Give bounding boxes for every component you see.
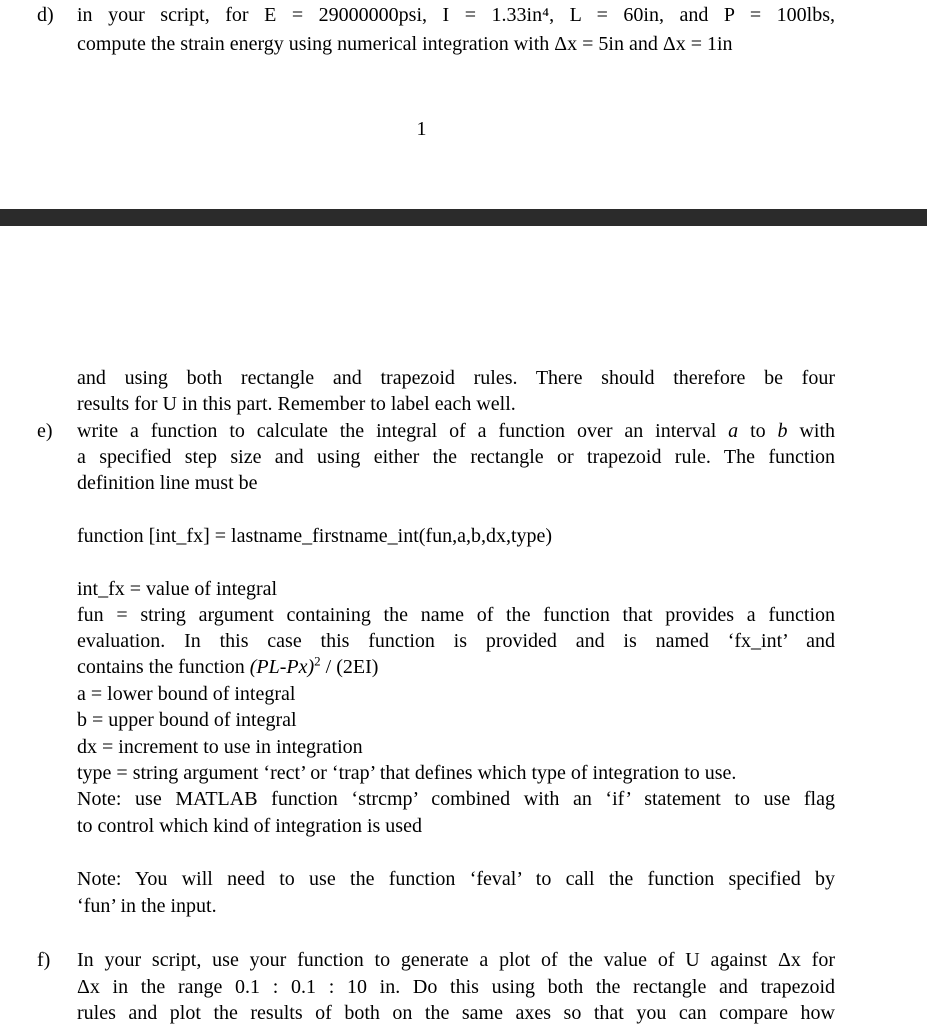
param-fun-line-3: contains the function $(PL-Px)^2 / (2EI)$ <box>77 653 379 678</box>
section-d-line-2: compute the strain energy using numerical integration with Δx = 5in and Δx = 1in <box>77 33 733 55</box>
section-f-marker: f) <box>37 949 51 971</box>
section-d-continued-line-1: and using both rectangle and trapezoid rules. There should therefore be four <box>77 367 835 389</box>
section-e-line-3: definition line must be <box>77 472 258 494</box>
page-divider <box>0 209 927 226</box>
section-f-line-1: In your script, use your function to generate a plot of the value of U against Δx for <box>77 949 835 971</box>
function-definition-line: function [int_fx] = lastname_firstname_int(fun,a,b,dx,type) <box>77 525 553 547</box>
note-feval-line-2: ‘fun’ in the input. <box>77 895 217 917</box>
section-e-line-2: a specified step size and using either the rectangle or trapezoid rule. The function <box>77 446 835 468</box>
note-strcmp-line-2: to control which kind of integration is used <box>77 815 422 837</box>
page-number: 1 <box>416 118 427 140</box>
section-f-line-2: Δx in the range 0.1 : 0.1 : 10 in. Do this using both the rectangle and trapezoid <box>77 976 835 998</box>
section-d-marker: d) <box>37 4 54 26</box>
param-dx: dx = increment to use in integration <box>77 736 363 758</box>
note-feval-line-1: Note: You will need to use the function ‘feval’ to call the function specified by <box>77 868 835 890</box>
section-e-marker: e) <box>37 420 53 442</box>
section-d-line-1: in your script, for E = 29000000psi, I = 1.33in⁴, L = 60in, and P = 100lbs, <box>77 4 835 26</box>
section-d-continued-line-2: results for U in this part. Remember to label each well. <box>77 393 516 415</box>
param-fun-line-1: fun = string argument containing the name of the function that provides a function <box>77 604 835 626</box>
param-int-fx: int_fx = value of integral <box>77 578 278 600</box>
param-type: type = string argument ‘rect’ or ‘trap’ that defines which type of integration to use. <box>77 762 737 784</box>
section-e-line-1: write a function to calculate the integral of a function over an interval a to b with <box>77 420 836 442</box>
param-a: a = lower bound of integral <box>77 683 296 705</box>
param-b: b = upper bound of integral <box>77 709 297 731</box>
param-fun-line-2: evaluation. In this case this function is provided and is named ‘fx_int’ and <box>77 630 835 652</box>
section-f-line-3: rules and plot the results of both on the same axes so that you can compare how <box>77 1002 835 1024</box>
note-strcmp-line-1: Note: use MATLAB function ‘strcmp’ combined with an ‘if’ statement to use flag <box>77 788 835 810</box>
